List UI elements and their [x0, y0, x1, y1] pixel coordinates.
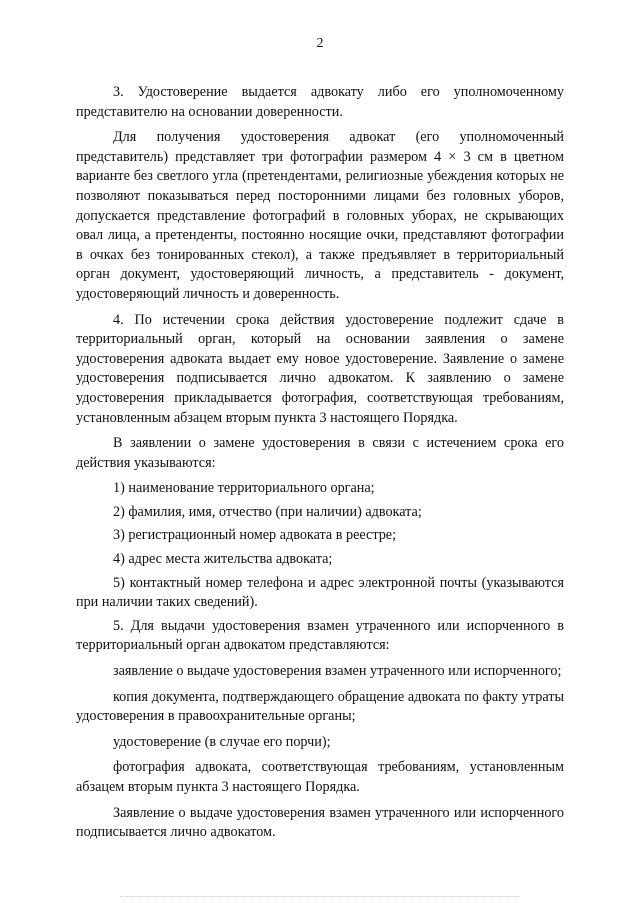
paragraph-item-4: 4. По истечении срока действия удостоверение подлежит сдаче в территориальный орган, который на основании заявления о замене удостоверения адвоката выдает ему новое удостоверение. Заявление о замене удостоверения подписывается лично адвокатом. К заявлению о замене удостоверения прикладывается фотография, соответствующая требованиям, установленным абзацем вторым пункта 3 настоящего Порядка.: [76, 311, 564, 426]
paragraph-document-copy: копия документа, подтверждающего обращение адвоката по факту утраты удостоверения в правоохранительные органы;: [76, 688, 564, 725]
list-item-address: 4) адрес места жительства адвоката;: [113, 551, 333, 568]
list-item-territorial-body: 1) наименование территориального органа;: [113, 480, 375, 497]
list-item-contacts: 5) контактный номер телефона и адрес электронной почты (указываются при наличии таких сведений).: [76, 574, 564, 611]
page-number: 2: [316, 36, 324, 51]
scan-artifact-line: [120, 896, 520, 897]
list-item-registration-number: 3) регистрационный номер адвоката в реестре;: [113, 527, 397, 544]
document-body: [76, 83, 564, 849]
paragraph-photo: фотография адвоката, соответствующая требованиям, установленным абзацем вторым пункта 3 настоящего Порядка.: [76, 759, 564, 795]
paragraph-certificate: удостоверение (в случае его порчи);: [113, 733, 331, 750]
paragraph-item-3: 3. Удостоверение выдается адвокату либо его уполномоченному представителю на основании доверенности.: [76, 84, 564, 120]
paragraph-signature: Заявление о выдаче удостоверения взамен утраченного или испорченного подписывается лично адвокатом.: [76, 804, 564, 841]
paragraph-photo-requirements: Для получения удостоверения адвокат (его уполномоченный представитель) представляет три фотографии размером 4 × 3 см в цветном варианте без светлого угла (претендентами, религиозные убеждения которых не позволяют показываться перед посторонними лицами без головных уборов, допускается представление фотографий в головных уборах, не скрывающих овал лица, а претенденты, постоянно носящие очки, представляют фотографии в очках без тонированных стекол), а также предъявляет в территориальный орган документ, удостоверяющий личность, а представитель - документ, удостоверяющий личность и доверенность.: [76, 129, 564, 302]
list-item-full-name: 2) фамилия, имя, отчество (при наличии) адвоката;: [113, 503, 422, 520]
paragraph-item-5: 5. Для выдачи удостоверения взамен утраченного или испорченного в территориальный орган адвокатом представляются:: [76, 617, 564, 654]
paragraph-application-contents: В заявлении о замене удостоверения в связи с истечением срока его действия указываются:: [76, 435, 564, 471]
paragraph-application: заявление о выдаче удостоверения взамен утраченного или испорченного;: [113, 663, 562, 680]
